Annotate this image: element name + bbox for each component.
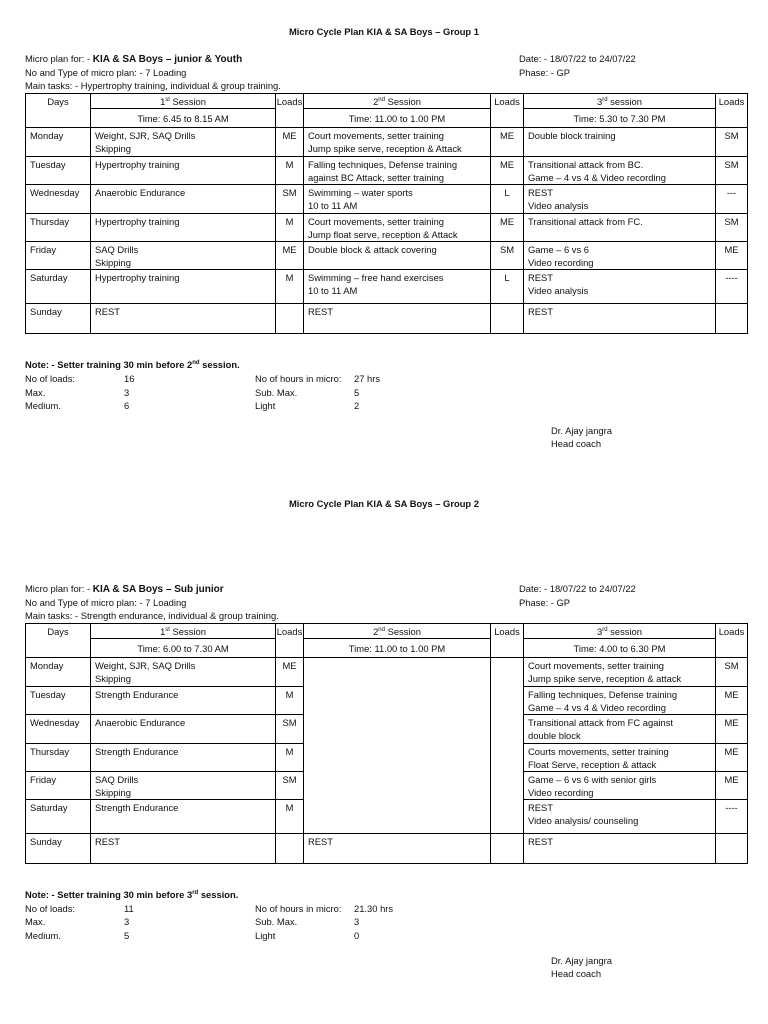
day-cell: Friday (26, 772, 91, 800)
table-row (26, 834, 748, 864)
header-session-2: 2nd Session (304, 94, 491, 109)
group2-micro-plan (25, 583, 224, 596)
session-1-cell: Anaerobic Endurance (91, 185, 276, 214)
time-session-3: Time: 5.30 to 7.30 PM (524, 109, 716, 128)
group2-no-loads-value: 11 (124, 903, 134, 914)
header-loads-2: Loads (491, 94, 524, 128)
session-2-cell: REST (304, 304, 491, 334)
group1-main-tasks: Main tasks: - Hypertrophy training, individual & group training. (25, 80, 281, 91)
day-cell: Saturday (26, 270, 91, 304)
header-loads-2: Loads (491, 624, 524, 658)
group2-main-tasks: Main tasks: - Strength endurance, individual & group training. (25, 610, 279, 621)
session-1-cell: SAQ Drills Skipping (91, 772, 276, 800)
load-3-cell (716, 834, 748, 864)
group1-submax-label: Sub. Max. (255, 387, 298, 398)
header-session-2: 2nd Session (304, 624, 491, 639)
micro-plan-value: KIA & SA Boys – Sub junior (92, 584, 224, 595)
day-cell: Monday (26, 128, 91, 157)
session-3-cell: Transitional attack from FC against double block (524, 715, 716, 744)
load-3-cell: ME (716, 772, 748, 800)
load-2-cell (491, 834, 524, 864)
group1-type-line: No and Type of micro plan: - 7 Loading (25, 67, 187, 78)
group2-max-label: Max. (25, 916, 46, 927)
load-2-cell: ME (491, 128, 524, 157)
load-2-cell: L (491, 185, 524, 214)
load-1-cell: SM (276, 772, 304, 800)
load-3-cell: ME (716, 687, 748, 715)
session-1-cell: Strength Endurance (91, 744, 276, 772)
session-3-cell: Courts movements, setter training Float Serve, reception & attack (524, 744, 716, 772)
group1-no-loads-label: No of loads: (25, 373, 76, 384)
session-1-cell: Weight, SJR, SAQ Drills Skipping (91, 658, 276, 687)
table-row (26, 270, 748, 304)
header-days: Days (26, 624, 91, 658)
day-cell: Tuesday (26, 687, 91, 715)
session-3-cell: REST Video analysis (524, 270, 716, 304)
session-1-cell: Hypertrophy training (91, 270, 276, 304)
table-row (26, 242, 748, 270)
load-3-cell: ME (716, 744, 748, 772)
day-cell: Monday (26, 658, 91, 687)
session-1-cell: Hypertrophy training (91, 214, 276, 242)
group1-medium-value: 6 (124, 400, 130, 411)
group1-signature-role: Head coach (551, 438, 602, 449)
group2-hours-value: 21.30 hrs (354, 903, 394, 914)
load-2-empty-cell (491, 658, 524, 834)
group2-max-value: 3 (124, 916, 130, 927)
group2-submax-label: Sub. Max. (255, 916, 298, 927)
session-3-cell: Game – 6 vs 6 Video recording (524, 242, 716, 270)
day-cell: Wednesday (26, 185, 91, 214)
group1-hours-label: No of hours in micro: (255, 373, 342, 384)
session-2-cell: Double block & attack covering (304, 242, 491, 270)
load-2-cell: ME (491, 214, 524, 242)
group2-note: Note: - Setter training 30 min before 3rd session. (25, 889, 239, 900)
session-3-cell: Court movements, setter training Jump spike serve, reception & attack (524, 658, 716, 687)
header-session-1: 1st Session (91, 624, 276, 639)
header-loads-3: Loads (716, 624, 748, 658)
session-3-cell: REST (524, 304, 716, 334)
session-2-cell: Swimming – water sports 10 to 11 AM (304, 185, 491, 214)
session-3-cell: Falling techniques, Defense training Game – 4 vs 4 & Video recording (524, 687, 716, 715)
header-loads-1: Loads (276, 94, 304, 128)
group2-phase: Phase: - GP (519, 597, 571, 608)
session-1-cell: SAQ Drills Skipping (91, 242, 276, 270)
group2-medium-label: Medium. (25, 930, 61, 941)
group2-plan-table (25, 623, 748, 864)
time-session-1: Time: 6.00 to 7.30 AM (91, 639, 276, 658)
session-1-cell: Anaerobic Endurance (91, 715, 276, 744)
session-3-cell: Transitional attack from BC. Game – 4 vs 4 & Video recording (524, 157, 716, 185)
load-1-cell: M (276, 157, 304, 185)
session-1-cell: Weight, SJR, SAQ Drills Skipping (91, 128, 276, 157)
load-1-cell: SM (276, 185, 304, 214)
group1-medium-label: Medium. (25, 400, 61, 411)
group2-hours-label: No of hours in micro: (255, 903, 342, 914)
group1-phase: Phase: - GP (519, 67, 571, 78)
day-cell: Tuesday (26, 157, 91, 185)
load-3-cell: SM (716, 658, 748, 687)
group2-medium-value: 5 (124, 930, 130, 941)
time-session-2: Time: 11.00 to 1.00 PM (304, 639, 491, 658)
group1-max-label: Max. (25, 387, 46, 398)
load-1-cell: M (276, 744, 304, 772)
day-cell: Thursday (26, 214, 91, 242)
header-session-3: 3rd session (524, 624, 716, 639)
group2-title: Micro Cycle Plan KIA & SA Boys – Group 2 (289, 498, 479, 509)
session-1-cell: Strength Endurance (91, 800, 276, 834)
time-session-2: Time: 11.00 to 1.00 PM (304, 109, 491, 128)
load-1-cell: ME (276, 242, 304, 270)
group1-no-loads-value: 16 (124, 373, 135, 384)
group2-signature-name: Dr. Ajay jangra (551, 955, 612, 966)
group2-light-value: 0 (354, 930, 360, 941)
group1-light-label: Light (255, 400, 276, 411)
header-loads-3: Loads (716, 94, 748, 128)
header-days: Days (26, 94, 91, 128)
header-session-3: 3rd session (524, 94, 716, 109)
load-1-cell: SM (276, 715, 304, 744)
day-cell: Sunday (26, 834, 91, 864)
group1-hours-value: 27 hrs (354, 373, 381, 384)
session-2-cell: Court movements, setter training Jump float serve, reception & Attack (304, 214, 491, 242)
session-1-cell: Hypertrophy training (91, 157, 276, 185)
load-1-cell: M (276, 687, 304, 715)
micro-plan-value: KIA & SA Boys – junior & Youth (92, 54, 243, 65)
table-row (26, 304, 748, 334)
day-cell: Wednesday (26, 715, 91, 744)
group1-date: Date: - 18/07/22 to 24/07/22 (519, 53, 636, 64)
load-2-cell: L (491, 270, 524, 304)
load-3-cell (716, 304, 748, 334)
group2-light-label: Light (255, 930, 276, 941)
load-1-cell: M (276, 270, 304, 304)
session-2-cell: Swimming – free hand exercises 10 to 11 AM (304, 270, 491, 304)
session-3-cell: Double block training (524, 128, 716, 157)
micro-plan-label: Micro plan for: - (25, 583, 93, 594)
session-2-cell: REST (304, 834, 491, 864)
day-cell: Saturday (26, 800, 91, 834)
session-1-cell: REST (91, 834, 276, 864)
load-1-cell: M (276, 214, 304, 242)
header-session-1: 1st Session (91, 94, 276, 109)
load-3-cell: ME (716, 242, 748, 270)
load-2-cell (491, 304, 524, 334)
group2-type-line: No and Type of micro plan: - 7 Loading (25, 597, 187, 608)
time-session-3: Time: 4.00 to 6.30 PM (524, 639, 716, 658)
load-1-cell (276, 304, 304, 334)
group1-plan-table (25, 93, 748, 334)
day-cell: Thursday (26, 744, 91, 772)
group1-micro-plan (25, 53, 242, 66)
session-2-empty-cell (304, 658, 491, 834)
load-1-cell: ME (276, 658, 304, 687)
load-3-cell: SM (716, 128, 748, 157)
micro-plan-label: Micro plan for: - (25, 53, 93, 64)
session-3-cell: REST Video analysis/ counseling (524, 800, 716, 834)
load-2-cell: ME (491, 157, 524, 185)
day-cell: Friday (26, 242, 91, 270)
group2-date: Date: - 18/07/22 to 24/07/22 (519, 583, 636, 594)
session-1-cell: REST (91, 304, 276, 334)
load-3-cell: SM (716, 214, 748, 242)
load-1-cell: ME (276, 128, 304, 157)
table-row (26, 157, 748, 185)
load-3-cell: ME (716, 715, 748, 744)
group1-submax-value: 5 (354, 387, 360, 398)
load-1-cell (276, 834, 304, 864)
group1-light-value: 2 (354, 400, 360, 411)
load-3-cell: SM (716, 157, 748, 185)
table-row (26, 185, 748, 214)
group1-note: Note: - Setter training 30 min before 2nd session. (25, 359, 240, 370)
load-2-cell: SM (491, 242, 524, 270)
load-3-cell: ---- (716, 800, 748, 834)
session-3-cell: Transitional attack from FC. (524, 214, 716, 242)
header-loads-1: Loads (276, 624, 304, 658)
table-row (26, 658, 748, 687)
group1-title: Micro Cycle Plan KIA & SA Boys – Group 1 (289, 26, 479, 37)
table-row (26, 214, 748, 242)
group2-signature-role: Head coach (551, 968, 602, 979)
session-3-cell: Game – 6 vs 6 with senior girls Video recording (524, 772, 716, 800)
group2-no-loads-label: No of loads: (25, 903, 76, 914)
session-1-cell: Strength Endurance (91, 687, 276, 715)
session-3-cell: REST Video analysis (524, 185, 716, 214)
table-row (26, 128, 748, 157)
group1-signature-name: Dr. Ajay jangra (551, 425, 612, 436)
session-2-cell: Court movements, setter training Jump spike serve, reception & Attack (304, 128, 491, 157)
session-2-cell: Falling techniques, Defense training against BC Attack, setter training (304, 157, 491, 185)
load-1-cell: M (276, 800, 304, 834)
session-3-cell: REST (524, 834, 716, 864)
group2-submax-value: 3 (354, 916, 360, 927)
time-session-1: Time: 6.45 to 8.15 AM (91, 109, 276, 128)
group1-max-value: 3 (124, 387, 130, 398)
load-3-cell: ---- (716, 270, 748, 304)
load-3-cell: --- (716, 185, 748, 214)
day-cell: Sunday (26, 304, 91, 334)
